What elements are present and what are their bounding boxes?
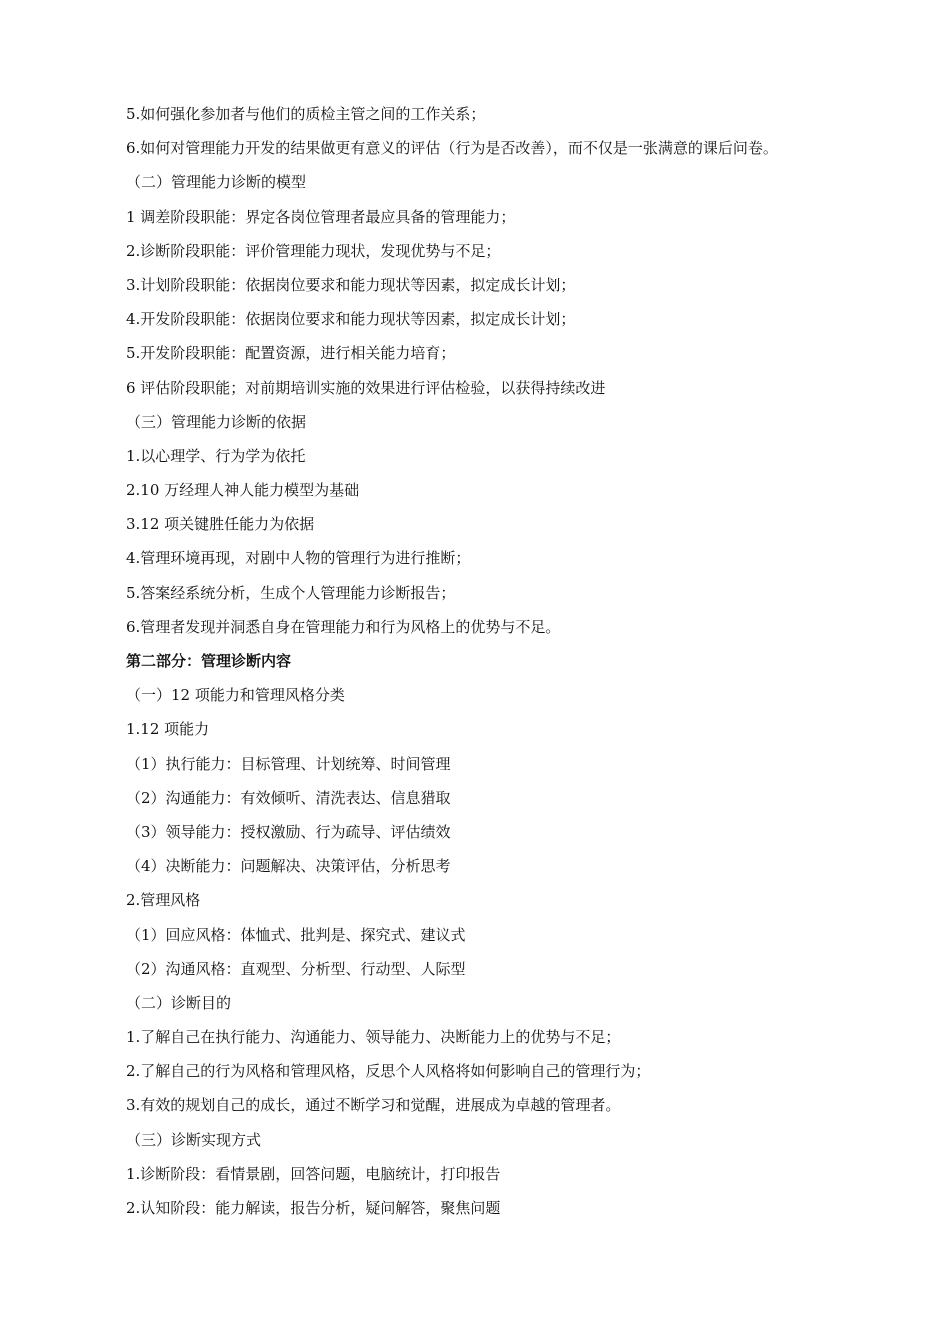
text-line: 5.开发阶段职能：配置资源，进行相关能力培育； xyxy=(126,344,456,363)
section-heading: 第二部分：管理诊断内容 xyxy=(126,652,292,670)
text-line: （二）诊断目的 xyxy=(126,993,232,1012)
text-line: 1.了解自己在执行能力、沟通能力、领导能力、决断能力上的优势与不足； xyxy=(126,1028,621,1047)
text-line: 1 调差阶段职能：界定各岗位管理者最应具备的管理能力； xyxy=(126,207,516,226)
text-line: （一）12 项能力和管理风格分类 xyxy=(126,686,345,705)
text-line: 2.了解自己的行为风格和管理风格，反思个人风格将如何影响自己的管理行为； xyxy=(126,1062,651,1081)
text-line: 1.以心理学、行为学为依托 xyxy=(126,446,306,465)
text-line: （1）执行能力：目标管理、计划统筹、时间管理 xyxy=(126,754,451,773)
text-line: 5.如何强化参加者与他们的质检主管之间的工作关系； xyxy=(126,105,486,123)
text-line: （4）决断能力：问题解决、决策评估，分析思考 xyxy=(126,857,451,876)
text-line: 2.管理风格 xyxy=(126,891,201,910)
text-line: 3.有效的规划自己的成长，通过不断学习和觉醒，进展成为卓越的管理者。 xyxy=(126,1096,621,1115)
text-line: （2）沟通能力：有效倾听、清洗表达、信息猎取 xyxy=(126,788,451,807)
text-line: （三）诊断实现方式 xyxy=(126,1130,262,1149)
text-line: 2.诊断阶段职能：评价管理能力现状，发现优势与不足； xyxy=(126,241,501,260)
text-line: 1.12 项能力 xyxy=(126,720,210,739)
text-line: 4.开发阶段职能：依据岗位要求和能力现状等因素，拟定成长计划； xyxy=(126,310,576,329)
text-line: 2.认知阶段：能力解读，报告分析，疑问解答，聚焦问题 xyxy=(126,1199,501,1217)
text-line: （2）沟通风格：直观型、分析型、行动型、人际型 xyxy=(126,959,466,978)
text-line: （1）回应风格：体恤式、批判是、探究式、建议式 xyxy=(126,925,466,944)
document-body xyxy=(126,97,886,1225)
text-line: 3.计划阶段职能：依据岗位要求和能力现状等因素，拟定成长计划； xyxy=(126,275,576,294)
text-line: 6.管理者发现并洞悉自身在管理能力和行为风格上的优势与不足。 xyxy=(126,617,561,636)
text-line: 3.12 项关键胜任能力为依据 xyxy=(126,515,315,534)
text-line: （3）领导能力：授权激励、行为疏导、评估绩效 xyxy=(126,822,451,841)
text-line: （二）管理能力诊断的模型 xyxy=(126,173,307,192)
text-line: 4.管理环境再现，对剧中人物的管理行为进行推断； xyxy=(126,549,471,568)
text-line: 1.诊断阶段：看情景剧，回答问题，电脑统计，打印报告 xyxy=(126,1164,501,1183)
text-line: 6.如何对管理能力开发的结果做更有意义的评估（行为是否改善），而不仅是一张满意的课后问卷。 xyxy=(126,139,778,158)
text-line: （三）管理能力诊断的依据 xyxy=(126,412,307,431)
text-line: 5.答案经系统分析，生成个人管理能力诊断报告； xyxy=(126,583,456,602)
text-line: 6 评估阶段职能；对前期培训实施的效果进行评估检验，以获得持续改进 xyxy=(126,378,606,397)
text-line: 2.10 万经理人神人能力模型为基础 xyxy=(126,481,360,500)
